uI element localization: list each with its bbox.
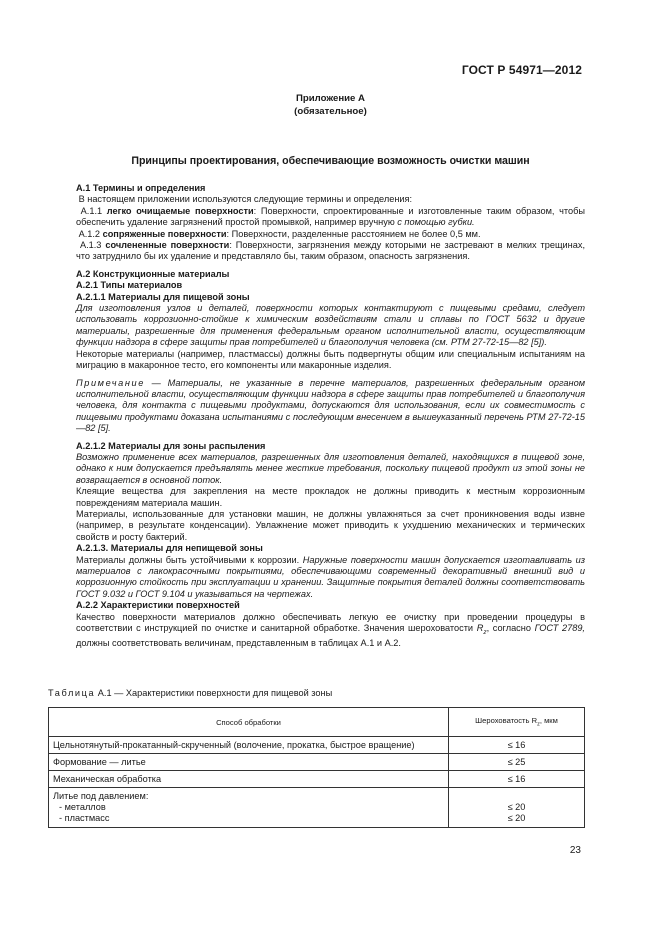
table-cell-method: Цельнотянутый-прокатанный-скрученный (волочение, прокатка, быстрое вращение) bbox=[49, 737, 449, 754]
table-caption: Таблица А.1 — Характеристики поверхности для пищевой зоны bbox=[48, 688, 333, 698]
paragraph-adhesives: Клеящие вещества для закрепления на месте прокладок не должны приводить к местным коррозионным повреждениям материала машин. bbox=[76, 486, 585, 508]
paragraph-installation-materials: Материалы, использованные для установки машин, не должны увлажняться за счет проникновения воды извне (например, в результате конденсации). Увлажнение может приводить к ухудшению механических и термических свойств и росту бактерий. bbox=[76, 508, 585, 542]
section-a2-1-1-heading: А.2.1.1 Материалы для пищевой зоны bbox=[76, 291, 250, 302]
table-row bbox=[49, 788, 585, 828]
page-number: 23 bbox=[569, 845, 581, 856]
table-cell-value: ≤ 25 bbox=[449, 754, 585, 771]
section-a2-1-2-heading: А.2.1.2 Материалы для зоны распыления bbox=[76, 440, 266, 451]
paragraph-spray-zone: Возможно применение всех материалов, разрешенных для изготовления деталей, находящихся в пищевой зоне, однако к ним допускается предъявлять менее жесткие требования, поскольку пищевой продукт из этой зоны не возвращается в основной поток. bbox=[76, 451, 585, 485]
table-cell-value: ≤ 16 bbox=[449, 737, 585, 754]
document-body bbox=[76, 183, 585, 650]
table-cell-method: Формование — литье bbox=[49, 754, 449, 771]
term-a1-2: А.1.2 сопряженные поверхности: Поверхности, разделенные расстоянием не более 0,5 мм. bbox=[78, 228, 481, 239]
table-cell-value: ≤ 20 ≤ 20 bbox=[449, 788, 585, 828]
appendix-label: Приложение А bbox=[296, 93, 365, 104]
table-cell-value: ≤ 16 bbox=[449, 771, 585, 788]
section-a1-heading: А.1 Термины и определения bbox=[76, 183, 206, 193]
term-a1-1: А.1.1 легко очищаемые поверхности: Поверхности, спроектированные и изготовленные таким образом, чтобы обеспечить удаление загрязнений простой промывкой, например вручную с помощью губки. bbox=[76, 205, 585, 228]
section-a2-1-heading: А.2.1 Типы материалов bbox=[76, 280, 183, 291]
paragraph-non-food-zone: Материалы должны быть устойчивыми к коррозии. Наружные поверхности машин допускается изготавливать из материалов с лакокрасочными покрытиями, обеспечивающими современный декоративный внешний вид и коррозионную стойкость при эксплуатации и хранении. Защитные покрытия деталей должны соответствовать ГОСТ 9.032 и ГОСТ 9.104 и указываться на чертежах. bbox=[76, 554, 585, 599]
section-a2-2-heading: А.2.2 Характеристики поверхностей bbox=[76, 600, 240, 611]
paragraph-food-zone-materials: Для изготовления узлов и деталей, поверхности которых контактируют с пищевыми средами, следует использовать коррозионно-стойкие к химическим воздействиям стали и сплавы по ГОСТ 5632 и другие материалы, разрешенные для применения федеральным органом исполнительной власти, осуществляющим функции надзора в сфере защиты прав потребителей и благополучия человека (см. РТМ 27-72-15—82 [5]). bbox=[76, 303, 585, 348]
table-cell-method: Литье под давлением: - металлов - пластмасс bbox=[49, 788, 449, 828]
table-header-row bbox=[49, 708, 585, 737]
table-cell-method: Механическая обработка bbox=[49, 771, 449, 788]
table-row bbox=[49, 771, 585, 788]
table-row bbox=[49, 737, 585, 754]
paragraph-migration-tests: Некоторые материалы (например, пластмассы) должны быть подвергнуты общим или специальным испытаниям на миграцию в макаронное тесто, его компоненты или макаронные изделия. bbox=[76, 348, 585, 371]
table-row bbox=[49, 754, 585, 771]
appendix-heading bbox=[0, 93, 661, 118]
roughness-table bbox=[48, 707, 585, 828]
paragraph-surface-quality: Качество поверхности материалов должно обеспечивать легкую ее очистку при проведении процедуры в соответствии с инструкцией по очистке и санитарной обработке. Значения шероховатости $R_z$, согласно ГОСТ 2789, должны соответствовать величинам, представленным в таблицах А.1 и А.2. bbox=[76, 611, 585, 649]
column-header-method: Способ обработки bbox=[49, 708, 449, 737]
column-header-roughness: Шероховатость $R_z$, мкм bbox=[449, 708, 585, 737]
appendix-title: Принципы проектирования, обеспечивающие возможность очистки машин bbox=[131, 155, 530, 167]
section-a1-intro: В настоящем приложении используются следующие термины и определения: bbox=[78, 194, 413, 205]
appendix-status: (обязательное) bbox=[294, 105, 367, 117]
section-a2-heading: А.2 Конструкционные материалы bbox=[76, 268, 230, 279]
section-a2-1-3-heading: А.2.1.3. Материалы для непищевой зоны bbox=[76, 543, 263, 554]
document-header: ГОСТ Р 54971—2012 bbox=[461, 63, 582, 77]
note-paragraph: Примечание — Материалы, не указанные в перечне материалов, разрешенных федеральным органом исполнительной власти, осуществляющим функции надзора в сфере защиты прав потребителей и благополучия человека, для контакта с пищевыми продуктами, допускаются для использования, если их совместимость с пищевыми продуктами доказана испытаниями с последующим внесением в вышеуказанный перечень РТМ 27-72-15—82 [5]. bbox=[76, 377, 585, 434]
term-a1-3: А.1.3 сочлененные поверхности: Поверхности, загрязнения между которыми не застревают в мелких трещинах, что затруднило бы их удаление и представляло бы, таким образом, опасность загрязнения. bbox=[76, 240, 586, 262]
